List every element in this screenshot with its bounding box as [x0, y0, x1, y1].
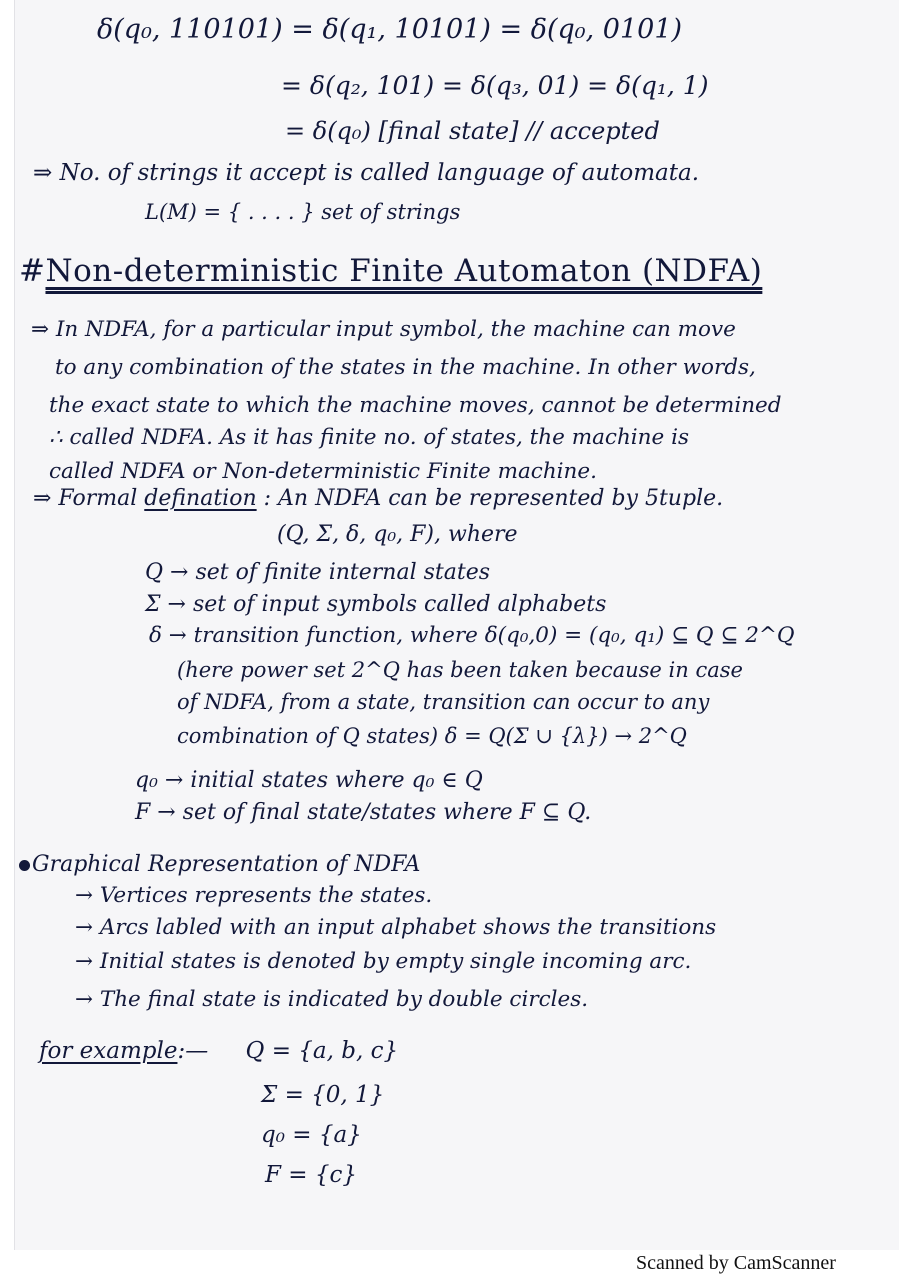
def-powerset-note-3: combination of Q states) δ = Q(Σ ∪ {λ}) → 2^Q [177, 724, 687, 748]
graphical-point-1: → Vertices represents the states. [75, 883, 433, 908]
scanner-watermark: Scanned by CamScanner [636, 1252, 836, 1274]
formal-tuple: (Q, Σ, δ, q₀, F), where [277, 522, 518, 547]
def-initial-state: q₀ → initial states where q₀ ∈ Q [135, 768, 483, 793]
graphical-point-2: → Arcs labled with an input alphabet shows the transitions [75, 915, 717, 940]
notebook-page [14, 0, 899, 1250]
paragraph-line-5: called NDFA or Non-deterministic Finite machine. [49, 459, 597, 484]
heading-text: Non-deterministic Finite Automaton (NDFA) [45, 253, 763, 289]
derivation-line-2: = δ(q₂, 101) = δ(q₃, 01) = δ(q₁, 1) [281, 71, 709, 100]
language-statement: ⇒ No. of strings it accept is called language of automata. [33, 160, 700, 186]
example-sigma: Σ = {0, 1} [261, 1082, 385, 1108]
bullet-dot [19, 860, 30, 871]
graphical-point-3: → Initial states is denoted by empty single incoming arc. [75, 949, 692, 974]
paragraph-line-1: ⇒ In NDFA, for a particular input symbol, the machine can move [31, 317, 736, 342]
formal-arrow: ⇒ Formal [33, 486, 138, 511]
derivation-line-3: = δ(q₀) [final state] // accepted [285, 117, 660, 145]
graphical-title-text: Graphical Representation of NDFA [32, 852, 421, 877]
example-separator: :— [177, 1038, 209, 1064]
example-line [39, 1038, 398, 1064]
def-alphabet: Σ → set of input symbols called alphabets [145, 592, 607, 617]
graphical-point-4: → The final state is indicated by double circles. [75, 987, 589, 1012]
section-heading [19, 254, 762, 290]
def-powerset-note-1: (here power set 2^Q has been taken because in case [177, 658, 743, 682]
formal-rest: : An NDFA can be represented by 5tuple. [263, 486, 724, 511]
paragraph-line-3: the exact state to which the machine moves, cannot be determined [49, 393, 782, 418]
derivation-line-1: δ(q₀, 110101) = δ(q₁, 10101) = δ(q₀, 0101) [97, 14, 683, 45]
def-states: Q → set of finite internal states [145, 560, 491, 585]
example-q0: q₀ = {a} [261, 1122, 362, 1148]
heading-hash: # [19, 253, 46, 289]
formal-word: defination [144, 486, 257, 511]
paragraph-line-4: ∴ called NDFA. As it has finite no. of states, the machine is [49, 425, 689, 450]
formal-definition [33, 486, 723, 511]
language-set-note: L(M) = { . . . . } set of strings [145, 200, 461, 224]
example-f: F = {c} [265, 1162, 357, 1188]
example-q: Q = {a, b, c} [245, 1038, 399, 1064]
def-transition: δ → transition function, where δ(q₀,0) = (q₀, q₁) ⊆ Q ⊆ 2^Q [149, 623, 795, 648]
example-label: for example [39, 1038, 178, 1064]
paragraph-line-2: to any combination of the states in the machine. In other words, [55, 355, 756, 380]
def-powerset-note-2: of NDFA, from a state, transition can occur to any [177, 690, 710, 714]
def-final-state: F → set of final state/states where F ⊆ Q. [135, 800, 592, 825]
graphical-title [19, 852, 420, 877]
